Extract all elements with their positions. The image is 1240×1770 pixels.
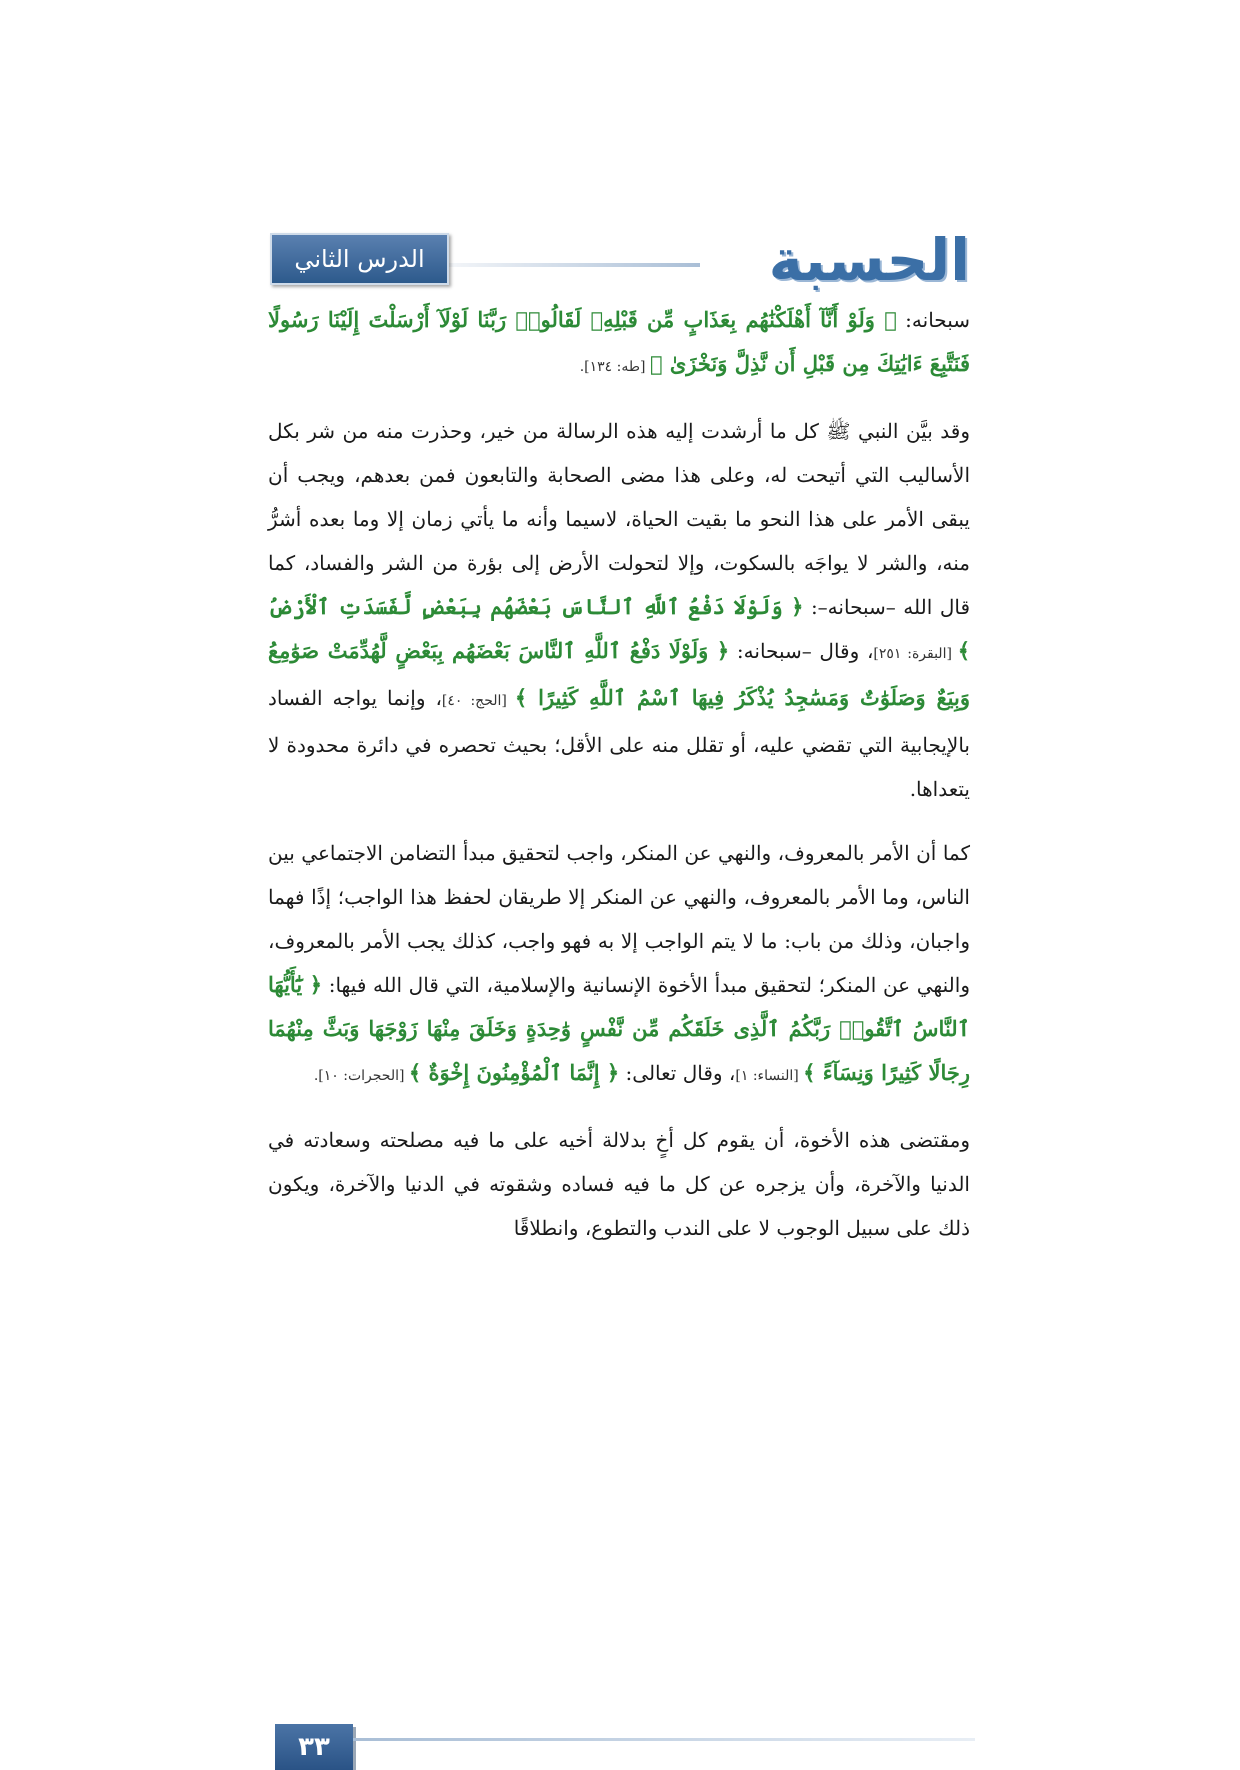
paragraph — [268, 409, 970, 811]
paragraph-text: ومقتضى هذه الأخوة، أن يقوم كل أخٍ بدلالة أخيه على ما فيه مصلحته وسعادته في الدنيا والآخرة، وأن يزجره عن كل ما فيه فساده وشقوته في الدنيا والآخرة، ويكون ذلك على سبيل الوجوب لا على الندب والتطوع، وانطلاقًا — [268, 1128, 970, 1240]
verse-reference: [النساء: ١] — [735, 1068, 804, 1084]
paragraph-text: ، وإنما يواجه الفساد بالإيجابية التي تقضي عليه، أو تقلل منه على الأقل؛ بحيث تحصره في دائرة محدودة لا يتعداها. — [268, 686, 970, 801]
header-divider — [445, 263, 700, 267]
paragraph-text: ، وقال تعالى: — [619, 1061, 736, 1085]
chapter-title: الحسبة — [768, 226, 970, 294]
paragraph — [268, 298, 970, 389]
verse-reference: [الحج: ٤٠] — [441, 693, 515, 709]
page-header — [270, 225, 970, 295]
paragraph-text: كما أن الأمر بالمعروف، والنهي عن المنكر، واجب لتحقيق مبدأ التضامن الاجتماعي بين الناس، وما الأمر بالمعروف، والنهي عن المنكر إلا طريقان لحفظ هذا الواجب؛ إذًا فهما واجبان، وذلك من باب: ما لا يتم الواجب إلا به فهو واجب، كذلك يجب الأمر بالمعروف، والنهي عن المنكر؛ لتحقيق مبدأ الأخوة الإنسانية والإسلامية، التي قال الله فيها: — [268, 841, 970, 997]
verse-reference: [البقرة: ٢٥١] — [873, 646, 958, 662]
quran-verse: ﴿ وَلَوْ أَنَّآ أَهْلَكْنَٰهُم بِعَذَابٍ مِّن قَبْلِهِۦ لَقَالُوا۟ رَبَّنَا لَوْلَآ أَرْسَلْتَ إِلَيْنَا رَسُولًا فَنَتَّبِعَ ءَايَٰتِكَ مِن قَبْلِ أَن نَّذِلَّ وَنَخْزَىٰ ﴾ — [268, 307, 970, 376]
paragraph — [268, 831, 970, 1098]
quran-verse: ﴿ وَلَوْلَا دَفْعُ ٱللَّهِ ٱلنَّاسَ بَعْضَهُم بِبَعْضٍ لَّهُدِّمَتْ صَوَٰمِعُ وَبِيَعٌ وَصَلَوَٰتٌ وَمَسَٰجِدُ يُذْكَرُ فِيهَا ٱسْمُ ٱللَّهِ كَثِيرًا ﴾ — [268, 638, 970, 710]
paragraph — [268, 1118, 970, 1250]
quran-verse: ﴿ يَٰٓأَيُّهَا ٱلنَّاسُ ٱتَّقُوا۟ رَبَّكُمُ ٱلَّذِى خَلَقَكُم مِّن نَّفْسٍ وَٰحِدَةٍ وَخَلَقَ مِنْهَا زَوْجَهَا وَبَثَّ مِنْهُمَا رِجَالًا كَثِيرًا وَنِسَآءً ﴾ — [268, 972, 970, 1085]
body-text — [268, 298, 970, 1270]
quran-verse: ﴿ إِنَّمَا ٱلْمُؤْمِنُونَ إِخْوَةٌ ﴾ — [408, 1060, 620, 1085]
footer-divider — [353, 1738, 975, 1741]
paragraph-text: سبحانه: — [896, 308, 971, 332]
paragraph-text: وقد بيَّن النبي ﷺ كل ما أرشدت إليه هذه الرسالة من خير، وحذرت منه من شر بكل الأساليب التي أتيحت له، وعلى هذا مضى الصحابة والتابعون فمن بعدهم، ويجب أن يبقى الأمر على هذا النحو ما بقيت الحياة، لاسيما وأنه ما يأتي زمان إلا وما بعده أشرُّ منه، والشر لا يواجَه بالسكوت، وإلا لتحولت الأرض إلى بؤرة من الشر والفساد، كما قال الله –سبحانه–: — [268, 419, 971, 619]
page-number: ٣٣ — [275, 1724, 353, 1770]
quran-verse: ﴿ وَلَوْلَا دَفْعُ ٱللَّهِ ٱلنَّاسَ بَعْضَهُم بِبَعْضٍ لَّفَسَدَتِ ٱلْأَرْضُ ﴾ — [268, 594, 971, 663]
verse-reference: [طه: ١٣٤]. — [579, 359, 650, 375]
verse-reference: [الحجرات: ١٠]. — [313, 1068, 409, 1084]
lesson-badge: الدرس الثاني — [270, 233, 449, 285]
paragraph-text: ، وقال –سبحانه: — [729, 639, 874, 663]
